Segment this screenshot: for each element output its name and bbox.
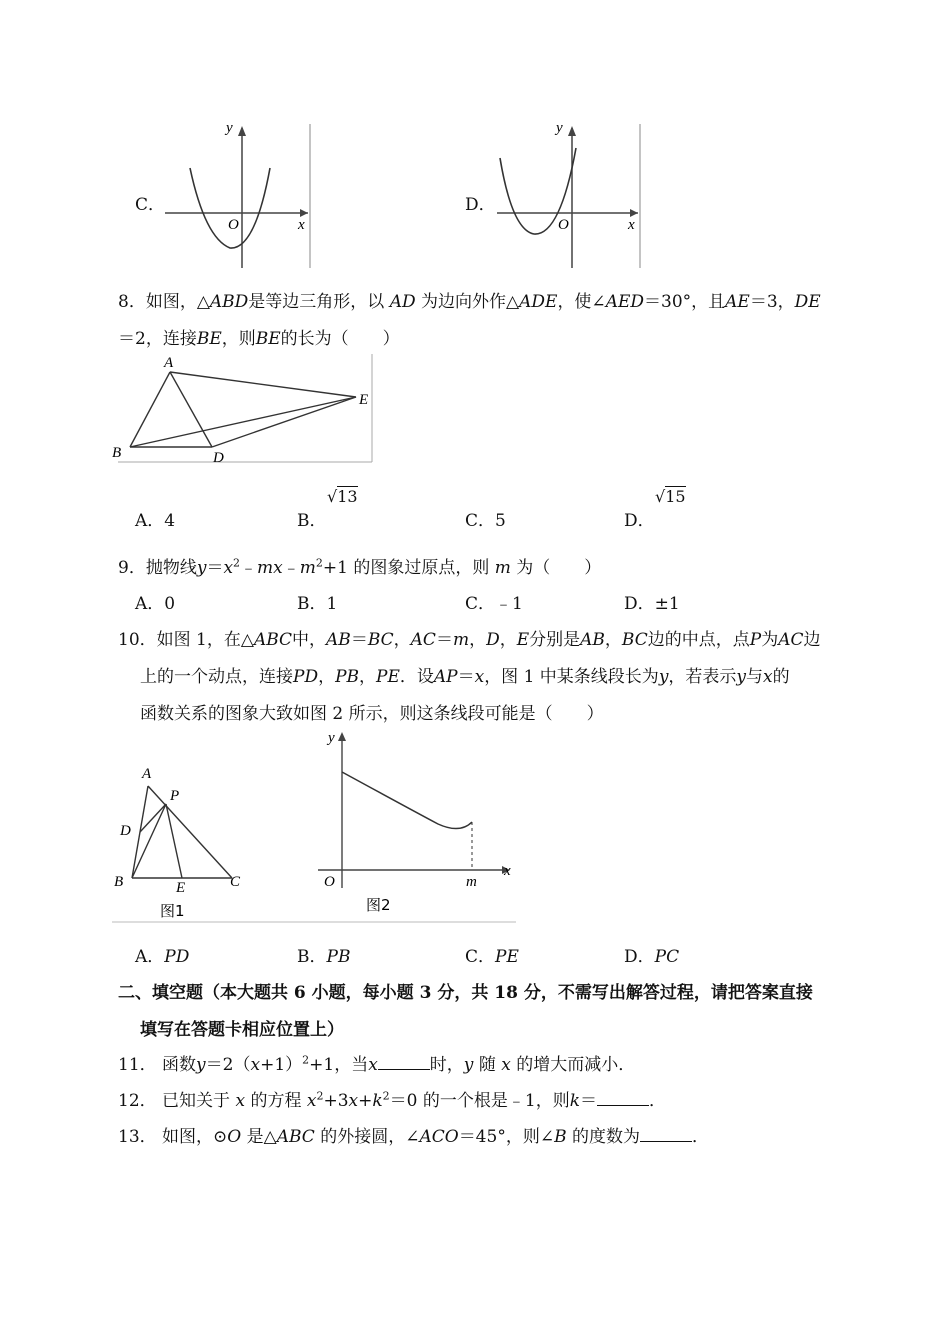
q10-fig2-curve [342, 772, 472, 829]
q8-option-b-sqrt: √13 [327, 487, 358, 506]
q10-fig2-m: m [466, 874, 477, 890]
q10-fig1-label-b: B [114, 874, 124, 890]
q7c-origin: O [228, 217, 239, 233]
q13-answer-blank[interactable] [640, 1127, 692, 1142]
q7-option-c-graph [160, 118, 320, 270]
q10-stem-line3: 函数关系的图象大致如图 2 所示，则这条线段可能是（ ） [140, 704, 604, 724]
q9-option-d[interactable]: D．±1 [624, 594, 680, 614]
q13-stem: 13． 如图，⊙O 是△ABC 的外接圆，∠ACO＝45°，则∠B 的度数为 ． [118, 1127, 709, 1147]
q8-option-a[interactable]: A．4 [135, 511, 176, 531]
q11-answer-blank[interactable] [378, 1055, 430, 1070]
q7-option-c-label: C． [135, 195, 166, 215]
q10-option-c[interactable]: C．PE [465, 947, 519, 967]
q12-answer-blank[interactable] [597, 1091, 649, 1106]
q10-fig1-caption: 图1 [160, 902, 185, 920]
q10-fig1-label-c: C [230, 874, 241, 890]
q8-label-a: A [164, 355, 174, 371]
q8-label-b: B [112, 445, 122, 461]
q7-option-d-graph [492, 118, 644, 270]
q10-fig2-origin: O [324, 874, 335, 890]
q10-fig1-label-e: E [176, 880, 186, 896]
q8-option-c[interactable]: C．5 [465, 511, 506, 531]
q12-stem: 12． 已知关于 x 的方程 $x^2+3x+k^2=0$ 的一个根是﹣1，则k＝ ． [118, 1089, 667, 1111]
q7-option-d-label: D． [465, 195, 496, 215]
q10-fig1-label-p: P [170, 788, 180, 804]
q7c-axis-y: y [226, 120, 233, 136]
q10-stem-line1: 10．如图 1，在△ABC中，AB＝BC，AC＝m，D，E分别是AB，BC边的中点，点P为AC边 [118, 630, 821, 650]
q8-label-d: D [213, 450, 224, 464]
q9-option-c[interactable]: C．﹣1 [465, 594, 523, 614]
q10-option-d[interactable]: D．PC [624, 947, 680, 967]
q8-option-d[interactable]: D． [624, 511, 655, 531]
q8-option-d-sqrt: √15 [655, 487, 686, 506]
q7d-origin: O [558, 217, 569, 233]
q8-figure [108, 352, 376, 464]
q10-figures [108, 728, 520, 924]
q9-stem: 9．抛物线$y=x^2﹣mx﹣m^2+1$ 的图象过原点，则 m 为（ ） [118, 556, 602, 578]
q10-fig1-label-a: A [142, 766, 152, 782]
q8-stem-line2: ＝2，连接BE，则BE的长为（ ） [118, 329, 400, 349]
q10-option-b[interactable]: B．PB [297, 947, 351, 967]
q10-fig2-axis-x: x [504, 863, 511, 879]
q7d-axis-x: x [628, 217, 635, 233]
q9-option-a[interactable]: A．0 [135, 594, 176, 614]
q10-stem-line2: 上的一个动点，连接PD，PB，PE．设AP＝x，图 1 中某条线段长为y，若表示y与x的 [140, 667, 790, 687]
q8-stem-line1: 8．如图，△ABD是等边三角形，以 AD 为边向外作△ADE，使∠AED＝30°，且AE＝3，DE [118, 292, 821, 312]
q7c-parabola [190, 168, 270, 248]
q8-label-e: E [359, 392, 369, 408]
section2-heading-line1: 二、填空题（本大题共 6 小题，每小题 3 分，共 18 分，不需写出解答过程，请把答案直接 [118, 983, 813, 1003]
q10-option-a[interactable]: A．PD [135, 947, 190, 967]
q10-fig2-caption: 图2 [366, 896, 391, 914]
q7c-axis-x: x [298, 217, 305, 233]
q10-fig2-axis-y: y [328, 730, 335, 746]
q9-option-b[interactable]: B．1 [297, 594, 338, 614]
q11-stem: 11． 函数$y=2(x+1)^2+1$，当x 时，y 随 x 的增大而减小． [118, 1053, 636, 1075]
q7d-axis-y: y [556, 120, 563, 136]
q8-option-b[interactable]: B． [297, 511, 327, 531]
section2-heading-line2: 填写在答题卡相应位置上） [140, 1020, 344, 1040]
q10-fig1-label-d: D [120, 823, 131, 839]
